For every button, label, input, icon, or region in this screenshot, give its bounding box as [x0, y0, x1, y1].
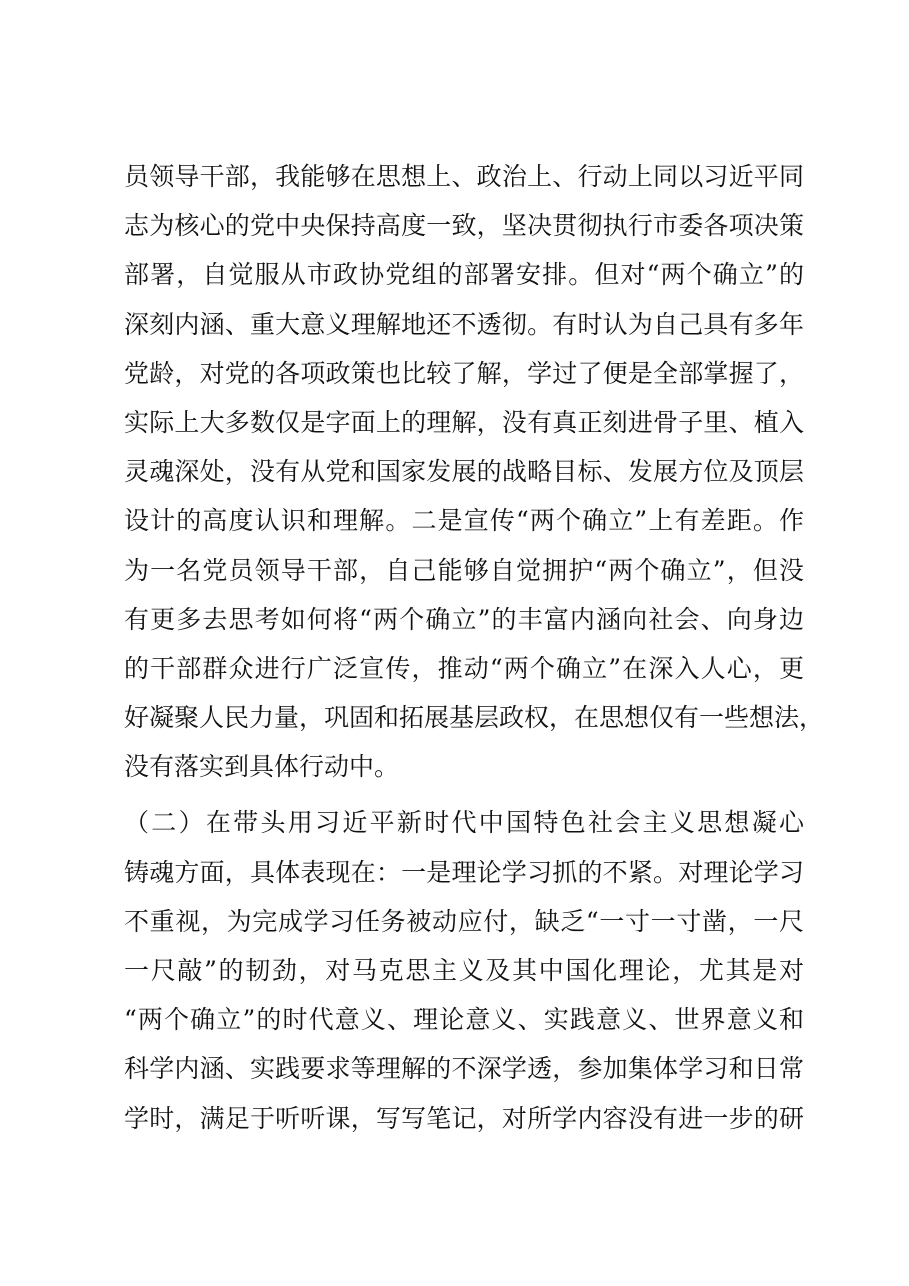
paragraph-2 — [124, 798, 804, 1142]
text-line: （二）在带头用习近平新时代中国特色社会主义思想凝心 — [124, 808, 804, 838]
body-text — [124, 152, 825, 1143]
paragraph-1 — [124, 152, 825, 791]
text-line: 好凝聚人民力量，巩固和拓展基层政权，在思想仅有一些想法， — [124, 703, 825, 733]
text-line: “两个确立”的时代意义、理论意义、实践意义、世界意义和 — [124, 1005, 804, 1035]
text-line: 设计的高度认识和理解。二是宣传“两个确立”上有差距。作 — [124, 506, 804, 536]
text-line: 有更多去思考如何将“两个确立”的丰富内涵向社会、向身边 — [124, 604, 804, 634]
text-line: 深刻内涵、重大意义理解地还不透彻。有时认为自己具有多年 — [124, 309, 804, 339]
text-line: 不重视，为完成学习任务被动应付，缺乏“一寸一寸凿，一尺 — [124, 906, 804, 936]
text-line: 部署，自觉服从市政协党组的部署安排。但对“两个确立”的 — [124, 260, 804, 290]
text-line: 志为核心的党中央保持高度一致，坚决贯彻执行市委各项决策 — [124, 211, 804, 241]
text-line: 员领导干部，我能够在思想上、政治上、行动上同以习近平同 — [124, 162, 804, 191]
text-line: 学时，满足于听听课，写写笔记，对所学内容没有进一步的研 — [124, 1103, 804, 1133]
text-line: 党龄，对党的各项政策也比较了解，学过了便是全部掌握了， — [124, 358, 804, 388]
text-line: 铸魂方面，具体表现在：一是理论学习抓的不紧。对理论学习 — [124, 857, 804, 887]
text-line: 的干部群众进行广泛宣传，推动“两个确立”在深入人心，更 — [124, 653, 804, 683]
text-line: 科学内涵、实践要求等理解的不深学透，参加集体学习和日常 — [124, 1054, 804, 1084]
text-line: 没有落实到具体行动中。 — [124, 752, 400, 782]
text-line: 为一名党员领导干部，自己能够自觉拥护“两个确立”，但没 — [124, 555, 804, 585]
text-line: 灵魂深处，没有从党和国家发展的战略目标、发展方位及顶层 — [124, 457, 804, 487]
text-line: 一尺敲”的韧劲，对马克思主义及其中国化理论，尤其是对 — [124, 956, 804, 985]
text-line: 实际上大多数仅是字面上的理解，没有真正刻进骨子里、植入 — [124, 407, 804, 437]
